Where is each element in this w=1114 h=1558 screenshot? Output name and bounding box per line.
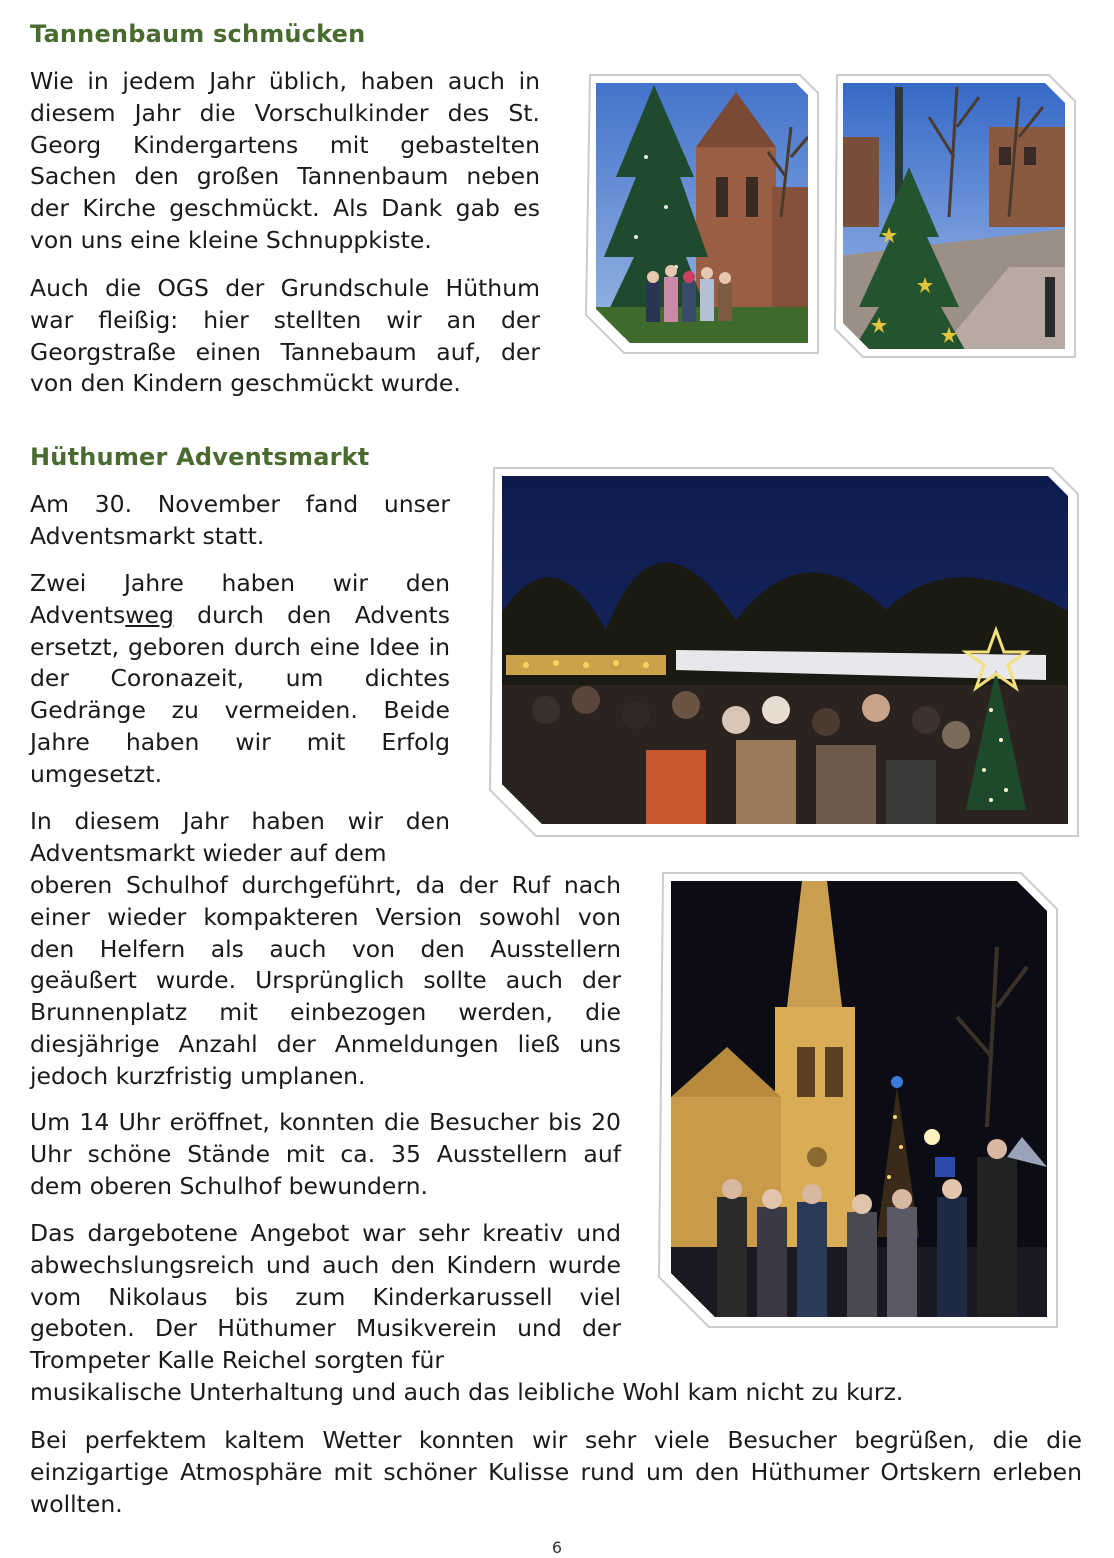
paragraph-adventsmarkt-5b: musikalische Unterhaltung und auch das leibliche Wohl kam nicht zu kurz. bbox=[30, 1378, 904, 1406]
paragraph-adventsmarkt-3b: oberen Schulhof durchgeführt, da der Ruf nach einer wieder kompakteren Version sowohl von den Helfern als auch von den Ausstellern geäußert wurde. Ursprünglich sollte auch der Brunnenplatz mit einbezogen werden, die diesjährige Anzahl der Anmeldungen ließ uns jedoch kurzfristig umplanen. bbox=[30, 871, 621, 1090]
paragraph-adventsmarkt-3a: In diesem Jahr haben wir den Adventsmarkt wieder auf dem bbox=[30, 807, 450, 867]
photo-church-band bbox=[657, 867, 1062, 1332]
paragraph-adventsmarkt-4: Um 14 Uhr eröffnet, konnten die Besucher bis 20 Uhr schöne Stände mit ca. 35 Ausstellern auf dem oberen Schulhof bewundern. bbox=[30, 1108, 621, 1200]
heading-tannenbaum: Tannenbaum schmücken bbox=[30, 20, 366, 48]
paragraph-adventsmarkt-6: Bei perfektem kaltem Wetter konnten wir sehr viele Besucher begrüßen, die die einzigartige Atmosphäre mit schöner Kulisse rund um den Hüthumer Ortskern erleben wollten. bbox=[30, 1426, 1082, 1518]
photo-tree-georgstrasse bbox=[829, 67, 1081, 363]
paragraph-adventsmarkt-5a: Das dargebotene Angebot war sehr kreativ und abwechslungsreich und auch den Kindern wurde vom Nikolaus bis zum Kinderkarussell viel geboten. Der Hüthumer Musikverein und der Trompeter Kalle Reichel sorgten für bbox=[30, 1219, 621, 1375]
paragraph-adventsmarkt-1: Am 30. November fand unser Adventsmarkt statt. bbox=[30, 490, 450, 550]
page-number: 6 bbox=[551, 1538, 563, 1557]
paragraph-tannenbaum-2: Auch die OGS der Grundschule Hüthum war fleißig: hier stellten wir an der Georgstraße einen Tannebaum auf, der von den Kindern geschmückt wurde. bbox=[30, 274, 540, 398]
photo-tree-church bbox=[576, 67, 822, 357]
paragraph-tannenbaum-1: Wie in jedem Jahr üblich, haben auch in diesem Jahr die Vorschulkinder des St. Georg Kindergartens mit gebastelten Sachen den großen Tannenbaum neben der Kirche geschmückt. Als Dank gab es von uns eine kleine Schnuppkiste. bbox=[30, 67, 540, 254]
photo-adventsmarkt-crowd bbox=[486, 460, 1082, 842]
heading-adventsmarkt: Hüthumer Adventsmarkt bbox=[30, 443, 370, 471]
paragraph-adventsmarkt-2: Zwei Jahre haben wir den Adventsweg durch den Advents ersetzt, geboren durch eine Idee in der Coronazeit, um dichtes Gedränge zu vermeiden. Beide Jahre haben wir mit Erfolg umgesetzt. bbox=[30, 569, 450, 788]
